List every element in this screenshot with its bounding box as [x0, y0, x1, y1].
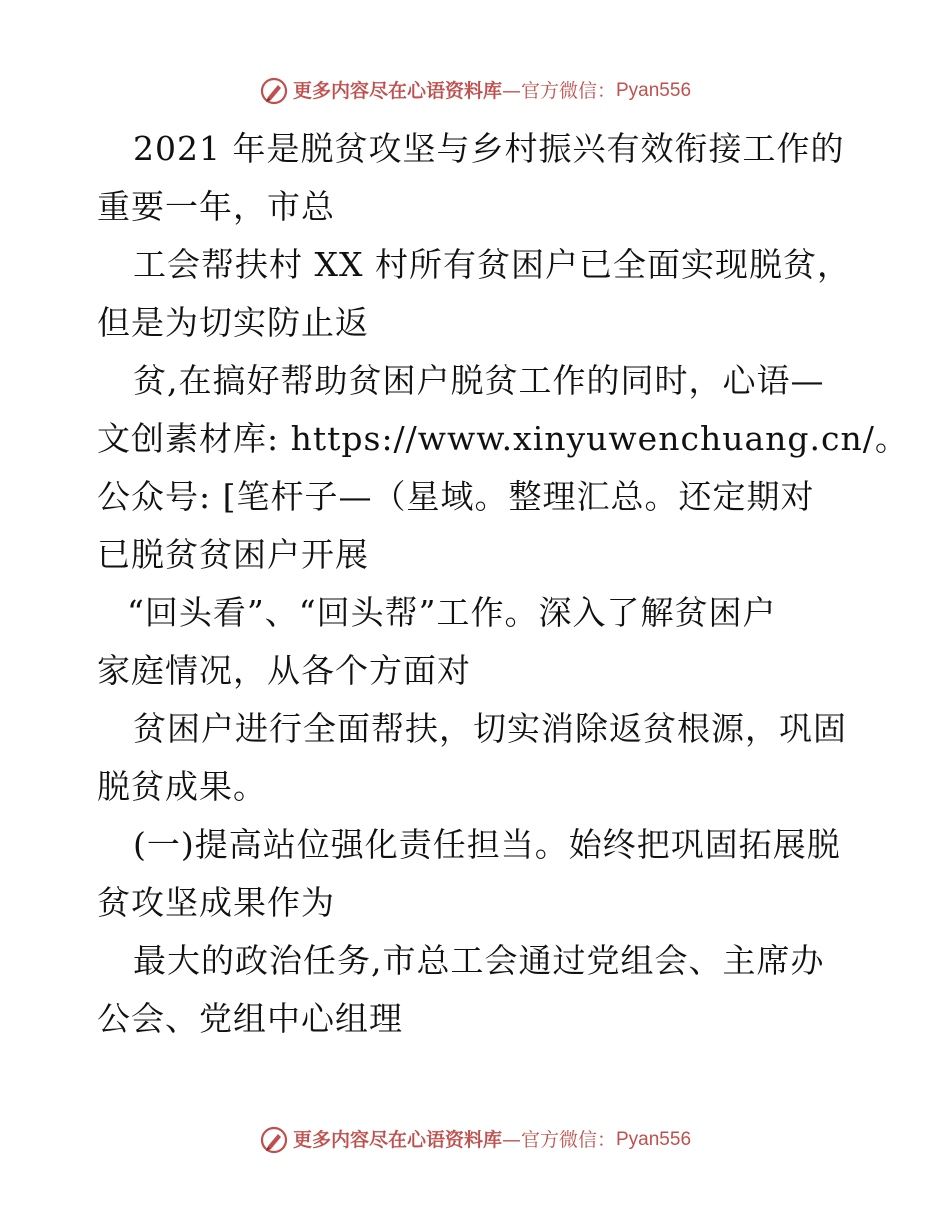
text-line: 贫攻坚成果作为 [97, 883, 335, 922]
text-line: 脱贫成果。 [97, 767, 267, 806]
text-line: 重要一年，市总 [97, 187, 335, 226]
text-line: 但是为切实防止返 [97, 303, 369, 342]
text-line: 家庭情况，从各个方面对 [97, 651, 471, 690]
watermark-dash: — [501, 80, 521, 102]
watermark-handle: Pyan556 [616, 1129, 692, 1150]
watermark-main-text: 更多内容尽在心语资料库 [292, 80, 502, 102]
text-line: 贫困户进行全面帮扶，切实消除返贫根源，巩固 [133, 709, 847, 748]
watermark-handle: Pyan556 [616, 80, 692, 101]
watermark-main-text: 更多内容尽在心语资料库 [292, 1129, 502, 1151]
text-line: 工会帮扶村 XX 村所有贫困户已全面实现脱贫， [133, 245, 851, 284]
pen-logo-icon [259, 1125, 289, 1155]
text-line: 公会、党组中心组理 [97, 999, 403, 1038]
header-watermark [0, 76, 950, 106]
watermark-dash: — [501, 1129, 521, 1151]
text-line: 公众号: [笔杆子—（星域。整理汇总。还定期对 [97, 477, 815, 516]
text-line: “回头看”、“回头帮”工作。深入了解贫困户 [127, 593, 777, 632]
text-line: 贫,在搞好帮助贫困户脱贫工作的同时，心语— [133, 361, 825, 400]
text-line: 最大的政治任务,市总工会通过党组会、主席办 [133, 941, 825, 980]
document-body [97, 120, 909, 1048]
footer-watermark [0, 1125, 950, 1155]
pen-logo-icon [259, 76, 289, 106]
text-line: (一)提高站位强化责任担当。始终把巩固拓展脱 [133, 825, 841, 864]
text-line: 已脱贫贫困户开展 [97, 535, 369, 574]
watermark-sub-text: 官方微信： [520, 80, 616, 102]
text-line: 2021 年是脱贫攻坚与乡村振兴有效衔接工作的 [133, 129, 845, 168]
text-line: 文创素材库: https://www.xinyuwenchuang.cn/。 [97, 419, 909, 458]
watermark-sub-text: 官方微信： [520, 1129, 616, 1151]
